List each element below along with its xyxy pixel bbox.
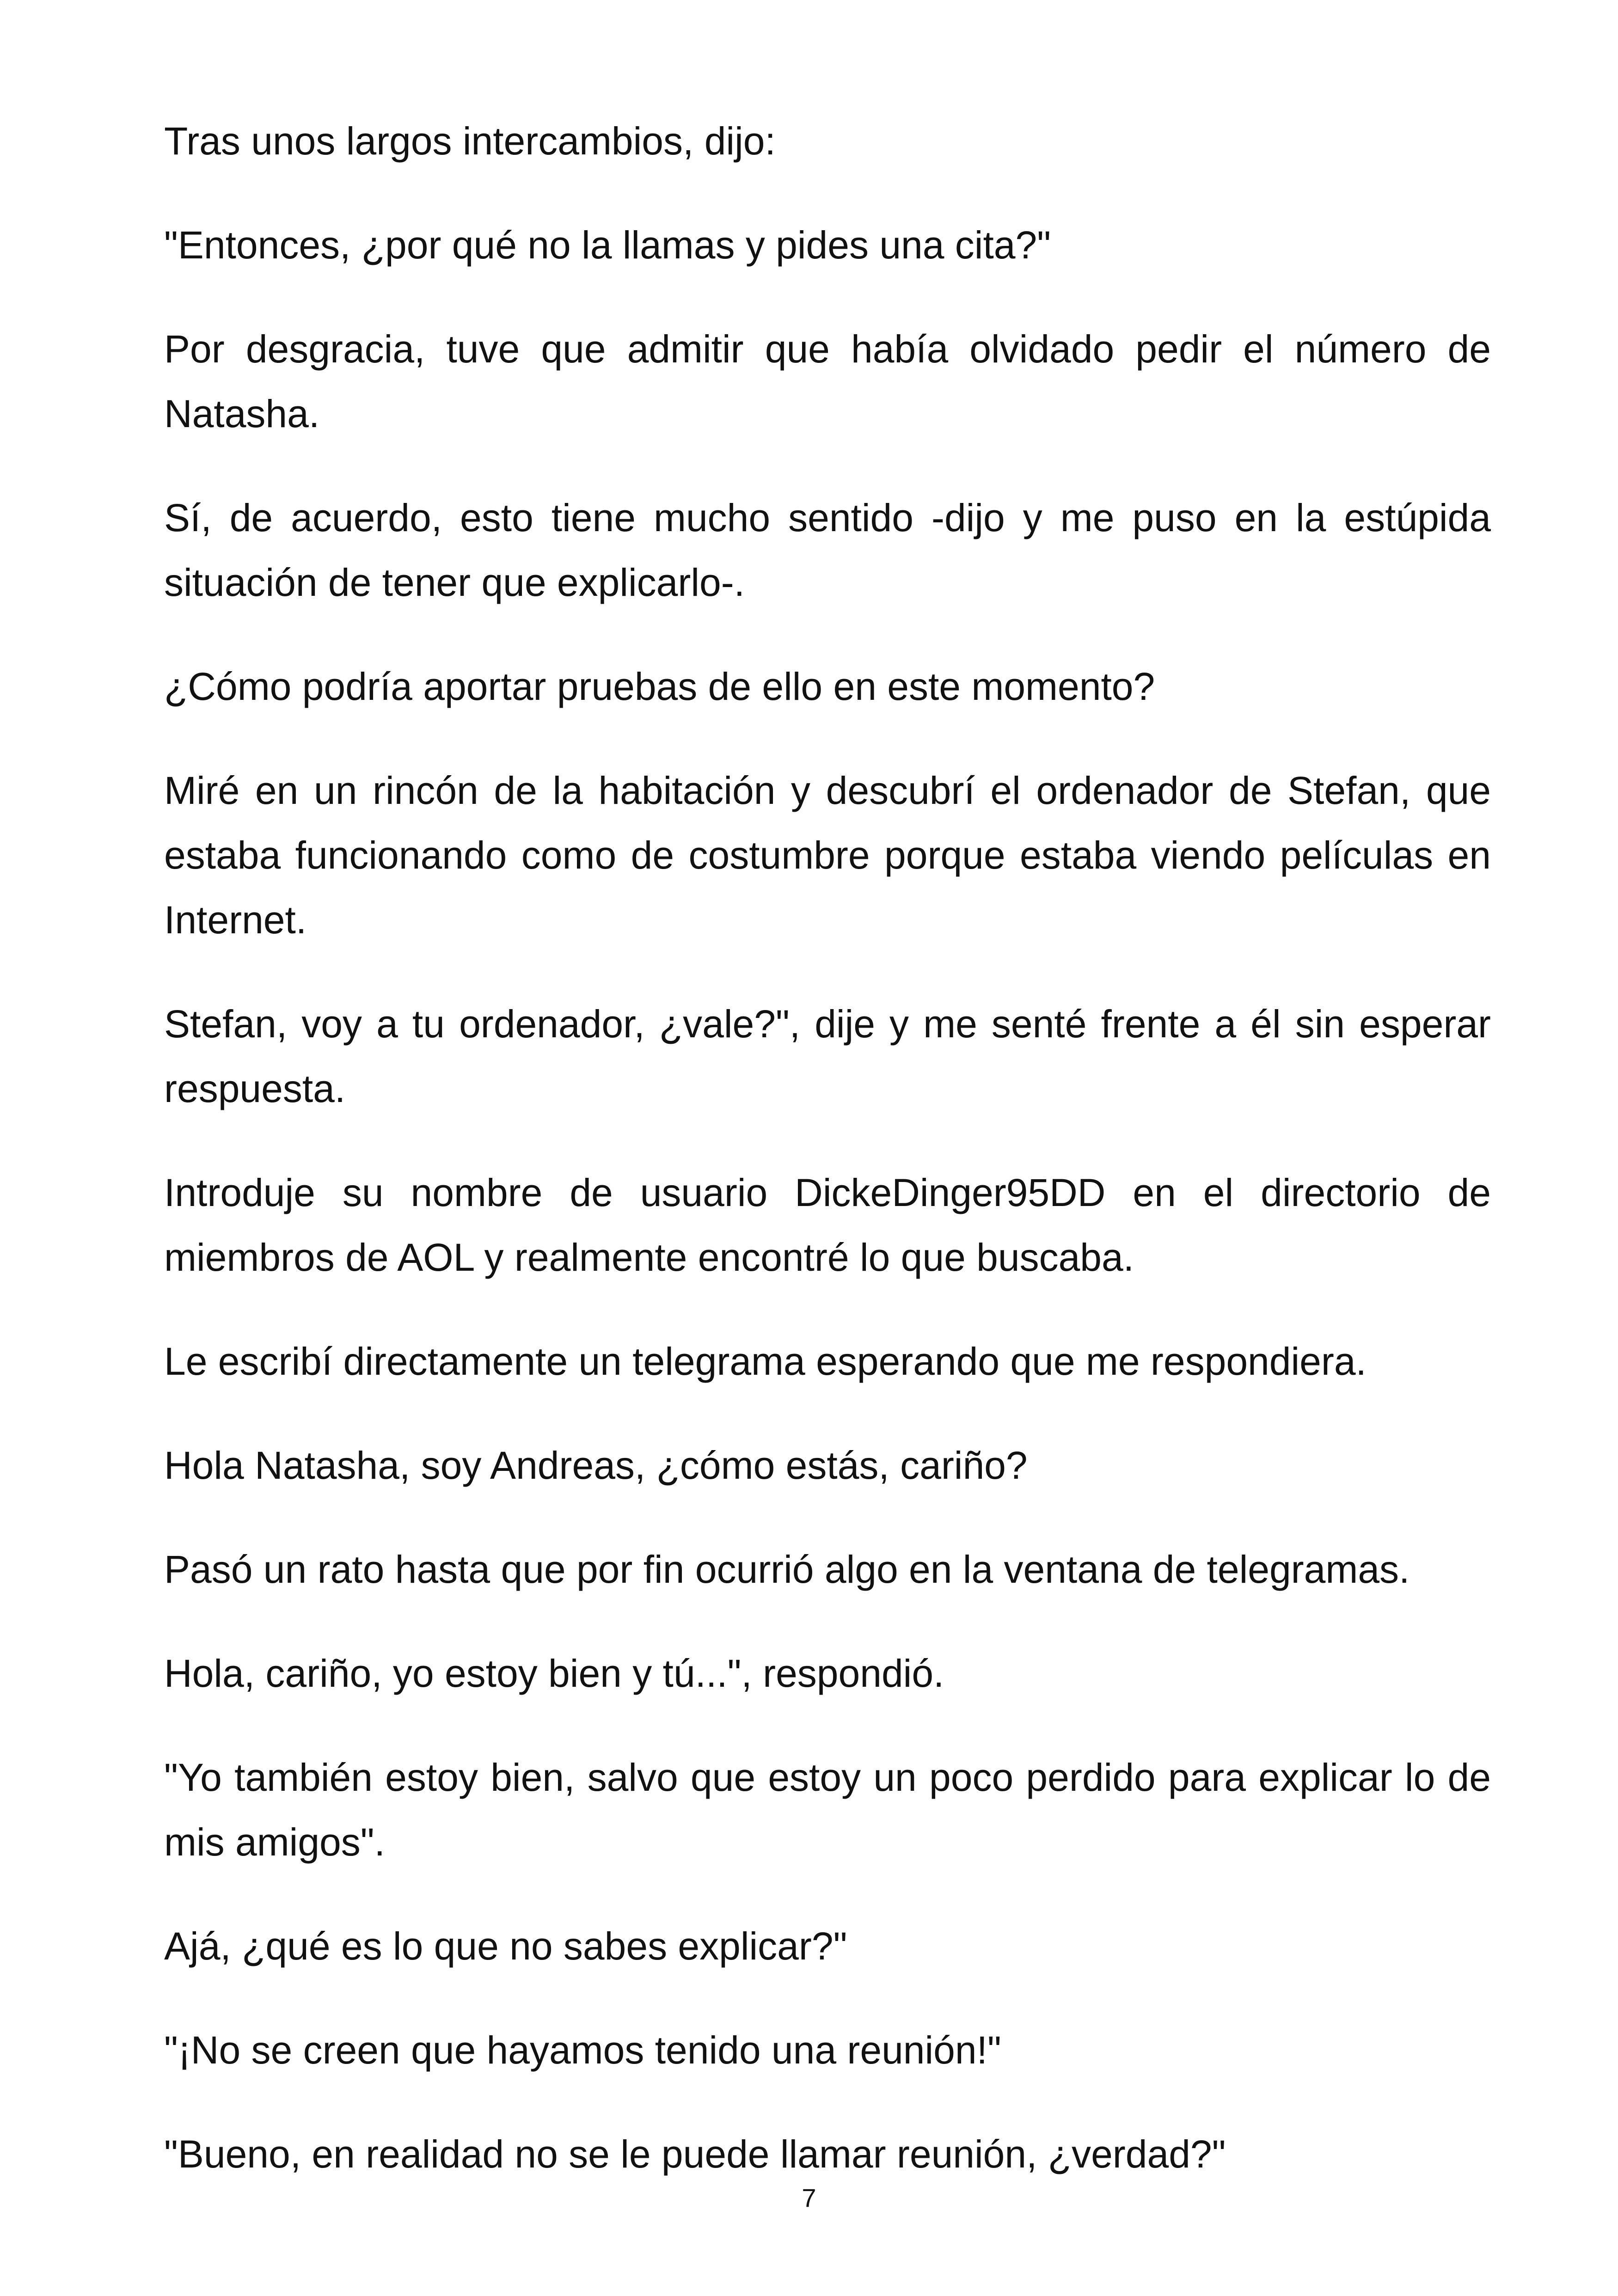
paragraph: Ajá, ¿qué es lo que no sabes explicar?" — [164, 1924, 847, 1968]
paragraph: Le escribí directamente un telegrama esperando que me respondiera. — [164, 1340, 1367, 1383]
paragraph: Introduje su nombre de usuario DickeDinger95DD en el directorio de miembros de AOL y realmente encontré lo que buscaba. — [164, 1171, 1491, 1279]
paragraph: Pasó un rato hasta que por fin ocurrió algo en la ventana de telegramas. — [164, 1548, 1410, 1591]
paragraph: Miré en un rincón de la habitación y descubrí el ordenador de Stefan, que estaba funcionando como de costumbre porque estaba viendo películas en Internet. — [164, 769, 1491, 942]
page-number: 7 — [802, 2183, 816, 2212]
paragraph: Sí, de acuerdo, esto tiene mucho sentido -dijo y me puso en la estúpida situación de tener que explicarlo-. — [164, 496, 1491, 604]
paragraph: "¡No se creen que hayamos tenido una reunión!" — [164, 2028, 1001, 2072]
paragraph: ¿Cómo podría aportar pruebas de ello en este momento? — [164, 665, 1155, 708]
paragraph: "Yo también estoy bien, salvo que estoy un poco perdido para explicar lo de mis amigos". — [164, 1756, 1491, 1864]
body-text — [164, 109, 1491, 2226]
paragraph: Hola, cariño, yo estoy bien y tú...", respondió. — [164, 1652, 944, 1695]
paragraph: "Bueno, en realidad no se le puede llamar reunión, ¿verdad?" — [164, 2132, 1226, 2176]
paragraph: "Entonces, ¿por qué no la llamas y pides una cita?" — [164, 223, 1051, 267]
paragraph: Stefan, voy a tu ordenador, ¿vale?", dije y me senté frente a él sin esperar respuesta. — [164, 1002, 1491, 1110]
paragraph: Hola Natasha, soy Andreas, ¿cómo estás, cariño? — [164, 1444, 1028, 1487]
paragraph: Tras unos largos intercambios, dijo: — [164, 119, 776, 163]
paragraph: Por desgracia, tuve que admitir que había olvidado pedir el número de Natasha. — [164, 327, 1491, 435]
